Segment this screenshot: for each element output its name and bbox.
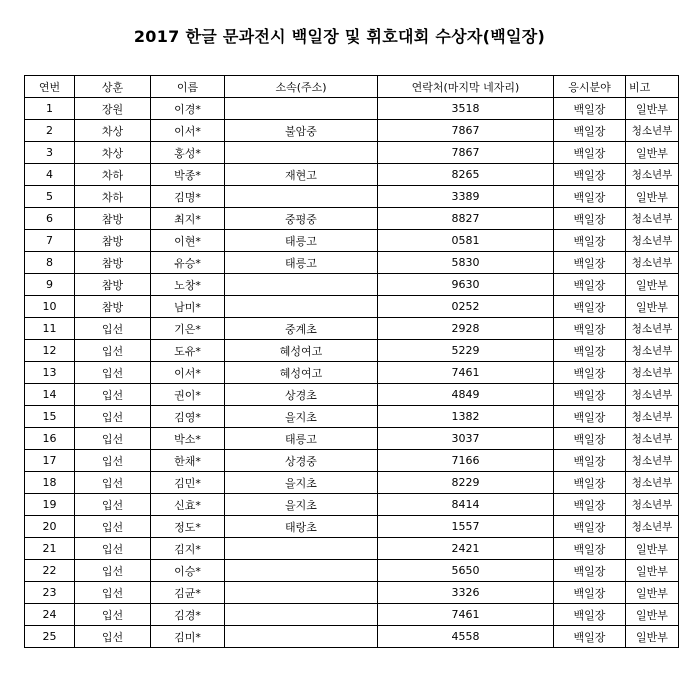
cell-note: 청소년부	[626, 318, 679, 340]
table-row	[25, 142, 679, 164]
cell-award: 참방	[75, 296, 151, 318]
cell-field: 백일장	[554, 98, 626, 120]
cell-no: 18	[25, 472, 75, 494]
cell-field: 백일장	[554, 516, 626, 538]
cell-field: 백일장	[554, 230, 626, 252]
cell-affiliation: 혜성여고	[225, 340, 378, 362]
cell-award: 차하	[75, 164, 151, 186]
cell-field: 백일장	[554, 582, 626, 604]
cell-field: 백일장	[554, 318, 626, 340]
cell-no: 19	[25, 494, 75, 516]
cell-field: 백일장	[554, 472, 626, 494]
table-row	[25, 626, 679, 648]
cell-field: 백일장	[554, 538, 626, 560]
cell-note: 청소년부	[626, 120, 679, 142]
cell-affiliation	[225, 296, 378, 318]
cell-name: 노창*	[151, 274, 225, 296]
cell-award: 입선	[75, 428, 151, 450]
cell-note: 청소년부	[626, 450, 679, 472]
cell-affiliation: 중계초	[225, 318, 378, 340]
cell-award: 입선	[75, 362, 151, 384]
cell-no: 20	[25, 516, 75, 538]
cell-field: 백일장	[554, 296, 626, 318]
cell-note: 청소년부	[626, 384, 679, 406]
cell-award: 차상	[75, 142, 151, 164]
table-row	[25, 560, 679, 582]
cell-note: 청소년부	[626, 340, 679, 362]
cell-field: 백일장	[554, 120, 626, 142]
cell-contact: 7867	[378, 142, 554, 164]
table-row	[25, 318, 679, 340]
table-row	[25, 98, 679, 120]
cell-award: 입선	[75, 582, 151, 604]
cell-name: 김지*	[151, 538, 225, 560]
cell-name: 정도*	[151, 516, 225, 538]
table-body	[25, 98, 679, 648]
cell-contact: 3326	[378, 582, 554, 604]
cell-award: 장원	[75, 98, 151, 120]
cell-field: 백일장	[554, 274, 626, 296]
cell-affiliation	[225, 626, 378, 648]
cell-affiliation: 재현고	[225, 164, 378, 186]
cell-affiliation	[225, 98, 378, 120]
cell-affiliation	[225, 582, 378, 604]
cell-note: 일반부	[626, 296, 679, 318]
cell-note: 청소년부	[626, 252, 679, 274]
cell-name: 김미*	[151, 626, 225, 648]
cell-field: 백일장	[554, 560, 626, 582]
cell-affiliation: 태릉고	[225, 252, 378, 274]
cell-name: 박종*	[151, 164, 225, 186]
page-title: 2017 한글 문과전시 백일장 및 휘호대회 수상자(백일장)	[133, 27, 546, 46]
cell-contact: 5650	[378, 560, 554, 582]
cell-name: 이서*	[151, 120, 225, 142]
cell-name: 김명*	[151, 186, 225, 208]
cell-award: 참방	[75, 230, 151, 252]
cell-name: 김영*	[151, 406, 225, 428]
cell-affiliation: 중평중	[225, 208, 378, 230]
cell-affiliation: 태랑초	[225, 516, 378, 538]
table-row	[25, 406, 679, 428]
cell-no: 11	[25, 318, 75, 340]
cell-contact: 3389	[378, 186, 554, 208]
cell-affiliation: 태릉고	[225, 230, 378, 252]
cell-field: 백일장	[554, 406, 626, 428]
header-award: 상훈	[75, 76, 151, 98]
cell-contact: 3037	[378, 428, 554, 450]
table-row	[25, 274, 679, 296]
cell-no: 5	[25, 186, 75, 208]
cell-award: 참방	[75, 274, 151, 296]
cell-no: 22	[25, 560, 75, 582]
cell-affiliation: 상경초	[225, 384, 378, 406]
cell-contact: 7166	[378, 450, 554, 472]
table-row	[25, 164, 679, 186]
cell-no: 8	[25, 252, 75, 274]
cell-affiliation	[225, 604, 378, 626]
cell-contact: 7461	[378, 362, 554, 384]
table-row	[25, 472, 679, 494]
cell-name: 박소*	[151, 428, 225, 450]
cell-note: 청소년부	[626, 208, 679, 230]
cell-no: 7	[25, 230, 75, 252]
cell-contact: 8414	[378, 494, 554, 516]
cell-award: 차상	[75, 120, 151, 142]
cell-note: 일반부	[626, 604, 679, 626]
cell-field: 백일장	[554, 252, 626, 274]
table-row	[25, 296, 679, 318]
cell-note: 청소년부	[626, 472, 679, 494]
cell-contact: 1557	[378, 516, 554, 538]
cell-award: 입선	[75, 340, 151, 362]
table-row	[25, 186, 679, 208]
table-row	[25, 450, 679, 472]
awards-table	[24, 75, 679, 648]
cell-no: 14	[25, 384, 75, 406]
cell-award: 입선	[75, 516, 151, 538]
cell-no: 4	[25, 164, 75, 186]
table-row	[25, 120, 679, 142]
cell-affiliation	[225, 538, 378, 560]
table-row	[25, 252, 679, 274]
cell-name: 남미*	[151, 296, 225, 318]
cell-field: 백일장	[554, 164, 626, 186]
cell-field: 백일장	[554, 340, 626, 362]
cell-contact: 9630	[378, 274, 554, 296]
cell-award: 입선	[75, 318, 151, 340]
cell-name: 이승*	[151, 560, 225, 582]
cell-contact: 2421	[378, 538, 554, 560]
cell-affiliation	[225, 142, 378, 164]
cell-affiliation: 을지초	[225, 472, 378, 494]
cell-award: 입선	[75, 604, 151, 626]
cell-name: 김민*	[151, 472, 225, 494]
cell-contact: 7867	[378, 120, 554, 142]
cell-no: 9	[25, 274, 75, 296]
cell-name: 김균*	[151, 582, 225, 604]
cell-name: 유승*	[151, 252, 225, 274]
table-row	[25, 582, 679, 604]
cell-award: 입선	[75, 406, 151, 428]
table-row	[25, 538, 679, 560]
cell-affiliation	[225, 274, 378, 296]
cell-contact: 0252	[378, 296, 554, 318]
cell-no: 23	[25, 582, 75, 604]
cell-award: 입선	[75, 626, 151, 648]
cell-note: 청소년부	[626, 362, 679, 384]
cell-contact: 3518	[378, 98, 554, 120]
cell-note: 청소년부	[626, 406, 679, 428]
table-row	[25, 208, 679, 230]
cell-name: 한채*	[151, 450, 225, 472]
cell-no: 2	[25, 120, 75, 142]
header-affiliation: 소속(주소)	[225, 76, 378, 98]
cell-contact: 5830	[378, 252, 554, 274]
cell-contact: 8827	[378, 208, 554, 230]
header-contact: 연락처(마지막 네자리)	[378, 76, 554, 98]
cell-contact: 5229	[378, 340, 554, 362]
cell-affiliation: 불암중	[225, 120, 378, 142]
table-row	[25, 494, 679, 516]
cell-name: 신효*	[151, 494, 225, 516]
cell-no: 17	[25, 450, 75, 472]
cell-note: 일반부	[626, 98, 679, 120]
cell-no: 21	[25, 538, 75, 560]
cell-field: 백일장	[554, 208, 626, 230]
cell-note: 청소년부	[626, 230, 679, 252]
header-name: 이름	[151, 76, 225, 98]
table-row	[25, 604, 679, 626]
cell-name: 권이*	[151, 384, 225, 406]
table-row	[25, 230, 679, 252]
cell-affiliation	[225, 560, 378, 582]
cell-affiliation: 태릉고	[225, 428, 378, 450]
cell-name: 도유*	[151, 340, 225, 362]
cell-award: 차하	[75, 186, 151, 208]
cell-contact: 7461	[378, 604, 554, 626]
cell-note: 일반부	[626, 142, 679, 164]
cell-field: 백일장	[554, 626, 626, 648]
table-row	[25, 362, 679, 384]
cell-name: 이현*	[151, 230, 225, 252]
cell-no: 24	[25, 604, 75, 626]
cell-name: 홍성*	[151, 142, 225, 164]
cell-no: 16	[25, 428, 75, 450]
cell-award: 입선	[75, 450, 151, 472]
cell-contact: 8229	[378, 472, 554, 494]
cell-affiliation: 혜성여고	[225, 362, 378, 384]
cell-name: 김경*	[151, 604, 225, 626]
cell-note: 일반부	[626, 626, 679, 648]
cell-name: 이경*	[151, 98, 225, 120]
table-row	[25, 428, 679, 450]
cell-award: 입선	[75, 560, 151, 582]
cell-affiliation	[225, 186, 378, 208]
cell-affiliation: 을지초	[225, 406, 378, 428]
cell-field: 백일장	[554, 142, 626, 164]
table-row	[25, 340, 679, 362]
cell-no: 6	[25, 208, 75, 230]
table-row	[25, 384, 679, 406]
cell-contact: 2928	[378, 318, 554, 340]
header-note: 비고	[626, 76, 679, 98]
cell-contact: 0581	[378, 230, 554, 252]
cell-note: 일반부	[626, 274, 679, 296]
header-no: 연번	[25, 76, 75, 98]
cell-note: 청소년부	[626, 494, 679, 516]
cell-no: 1	[25, 98, 75, 120]
cell-name: 이서*	[151, 362, 225, 384]
cell-field: 백일장	[554, 186, 626, 208]
cell-field: 백일장	[554, 384, 626, 406]
cell-contact: 8265	[378, 164, 554, 186]
cell-no: 12	[25, 340, 75, 362]
header-field: 응시분야	[554, 76, 626, 98]
cell-note: 일반부	[626, 538, 679, 560]
cell-name: 최지*	[151, 208, 225, 230]
table-row	[25, 516, 679, 538]
cell-name: 기은*	[151, 318, 225, 340]
cell-award: 입선	[75, 472, 151, 494]
cell-award: 참방	[75, 252, 151, 274]
cell-field: 백일장	[554, 494, 626, 516]
cell-award: 입선	[75, 494, 151, 516]
cell-field: 백일장	[554, 428, 626, 450]
cell-note: 청소년부	[626, 516, 679, 538]
cell-field: 백일장	[554, 604, 626, 626]
cell-contact: 1382	[378, 406, 554, 428]
cell-no: 13	[25, 362, 75, 384]
cell-award: 입선	[75, 384, 151, 406]
cell-note: 청소년부	[626, 428, 679, 450]
cell-award: 입선	[75, 538, 151, 560]
cell-affiliation: 을지초	[225, 494, 378, 516]
cell-note: 일반부	[626, 582, 679, 604]
cell-no: 15	[25, 406, 75, 428]
cell-contact: 4849	[378, 384, 554, 406]
cell-field: 백일장	[554, 450, 626, 472]
cell-no: 10	[25, 296, 75, 318]
header-row	[25, 76, 679, 98]
cell-award: 참방	[75, 208, 151, 230]
cell-field: 백일장	[554, 362, 626, 384]
cell-no: 3	[25, 142, 75, 164]
cell-no: 25	[25, 626, 75, 648]
cell-note: 청소년부	[626, 164, 679, 186]
cell-contact: 4558	[378, 626, 554, 648]
cell-note: 일반부	[626, 560, 679, 582]
cell-affiliation: 상경중	[225, 450, 378, 472]
cell-note: 일반부	[626, 186, 679, 208]
